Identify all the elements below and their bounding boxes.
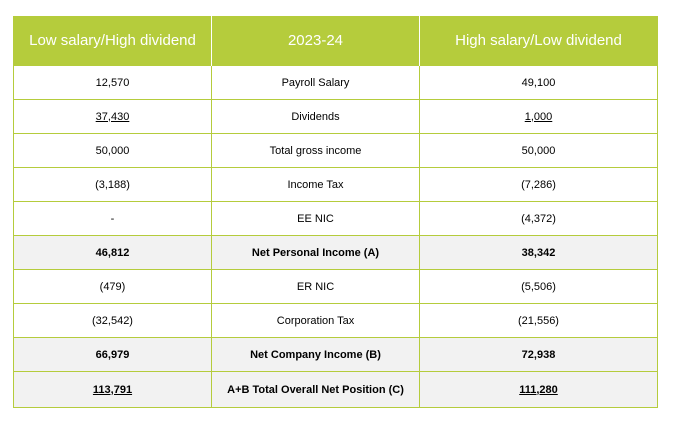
high-value-cell: (21,556) [420, 304, 658, 338]
table-row-payroll-salary [14, 66, 658, 100]
low-value-cell: 66,979 [14, 338, 212, 372]
table-row-total-overall-net-position [14, 372, 658, 408]
low-value-cell: (32,542) [14, 304, 212, 338]
high-value-text: 1,000 [524, 110, 553, 123]
low-value-cell: 50,000 [14, 134, 212, 168]
high-value-cell: 38,342 [420, 236, 658, 270]
table-row-income-tax [14, 168, 658, 202]
row-label-cell: Net Company Income (B) [212, 338, 420, 372]
high-value-cell: 72,938 [420, 338, 658, 372]
row-label-cell: Net Personal Income (A) [212, 236, 420, 270]
header-low-salary-high-dividend: Low salary/High dividend [14, 16, 212, 66]
row-label-cell: ER NIC [212, 270, 420, 304]
high-value-cell: (7,286) [420, 168, 658, 202]
row-label-cell: A+B Total Overall Net Position (C) [212, 372, 420, 408]
low-value-text: 113,791 [92, 383, 133, 396]
low-value-cell [14, 372, 212, 408]
table-row-net-personal-income [14, 236, 658, 270]
table-row-dividends [14, 100, 658, 134]
row-label-cell: Total gross income [212, 134, 420, 168]
low-value-cell [14, 100, 212, 134]
table-row-er-nic [14, 270, 658, 304]
high-value-cell: (4,372) [420, 202, 658, 236]
low-value-text: 37,430 [95, 110, 130, 123]
high-value-cell [420, 372, 658, 408]
table-row-corporation-tax [14, 304, 658, 338]
high-value-cell: (5,506) [420, 270, 658, 304]
header-high-salary-low-dividend: High salary/Low dividend [420, 16, 658, 66]
table-row-total-gross-income [14, 134, 658, 168]
row-label-cell: EE NIC [212, 202, 420, 236]
high-value-cell: 50,000 [420, 134, 658, 168]
table-row-net-company-income [14, 338, 658, 372]
table-header-row [14, 16, 658, 66]
row-label-cell: Payroll Salary [212, 66, 420, 100]
salary-dividend-comparison-table [13, 16, 658, 408]
high-value-cell [420, 100, 658, 134]
row-label-cell: Dividends [212, 100, 420, 134]
low-value-cell: 46,812 [14, 236, 212, 270]
low-value-cell: - [14, 202, 212, 236]
table-row-ee-nic [14, 202, 658, 236]
high-value-text: 111,280 [519, 383, 558, 396]
header-tax-year: 2023-24 [212, 16, 420, 66]
low-value-cell: (479) [14, 270, 212, 304]
low-value-cell: (3,188) [14, 168, 212, 202]
row-label-cell: Income Tax [212, 168, 420, 202]
low-value-cell: 12,570 [14, 66, 212, 100]
high-value-cell: 49,100 [420, 66, 658, 100]
row-label-cell: Corporation Tax [212, 304, 420, 338]
